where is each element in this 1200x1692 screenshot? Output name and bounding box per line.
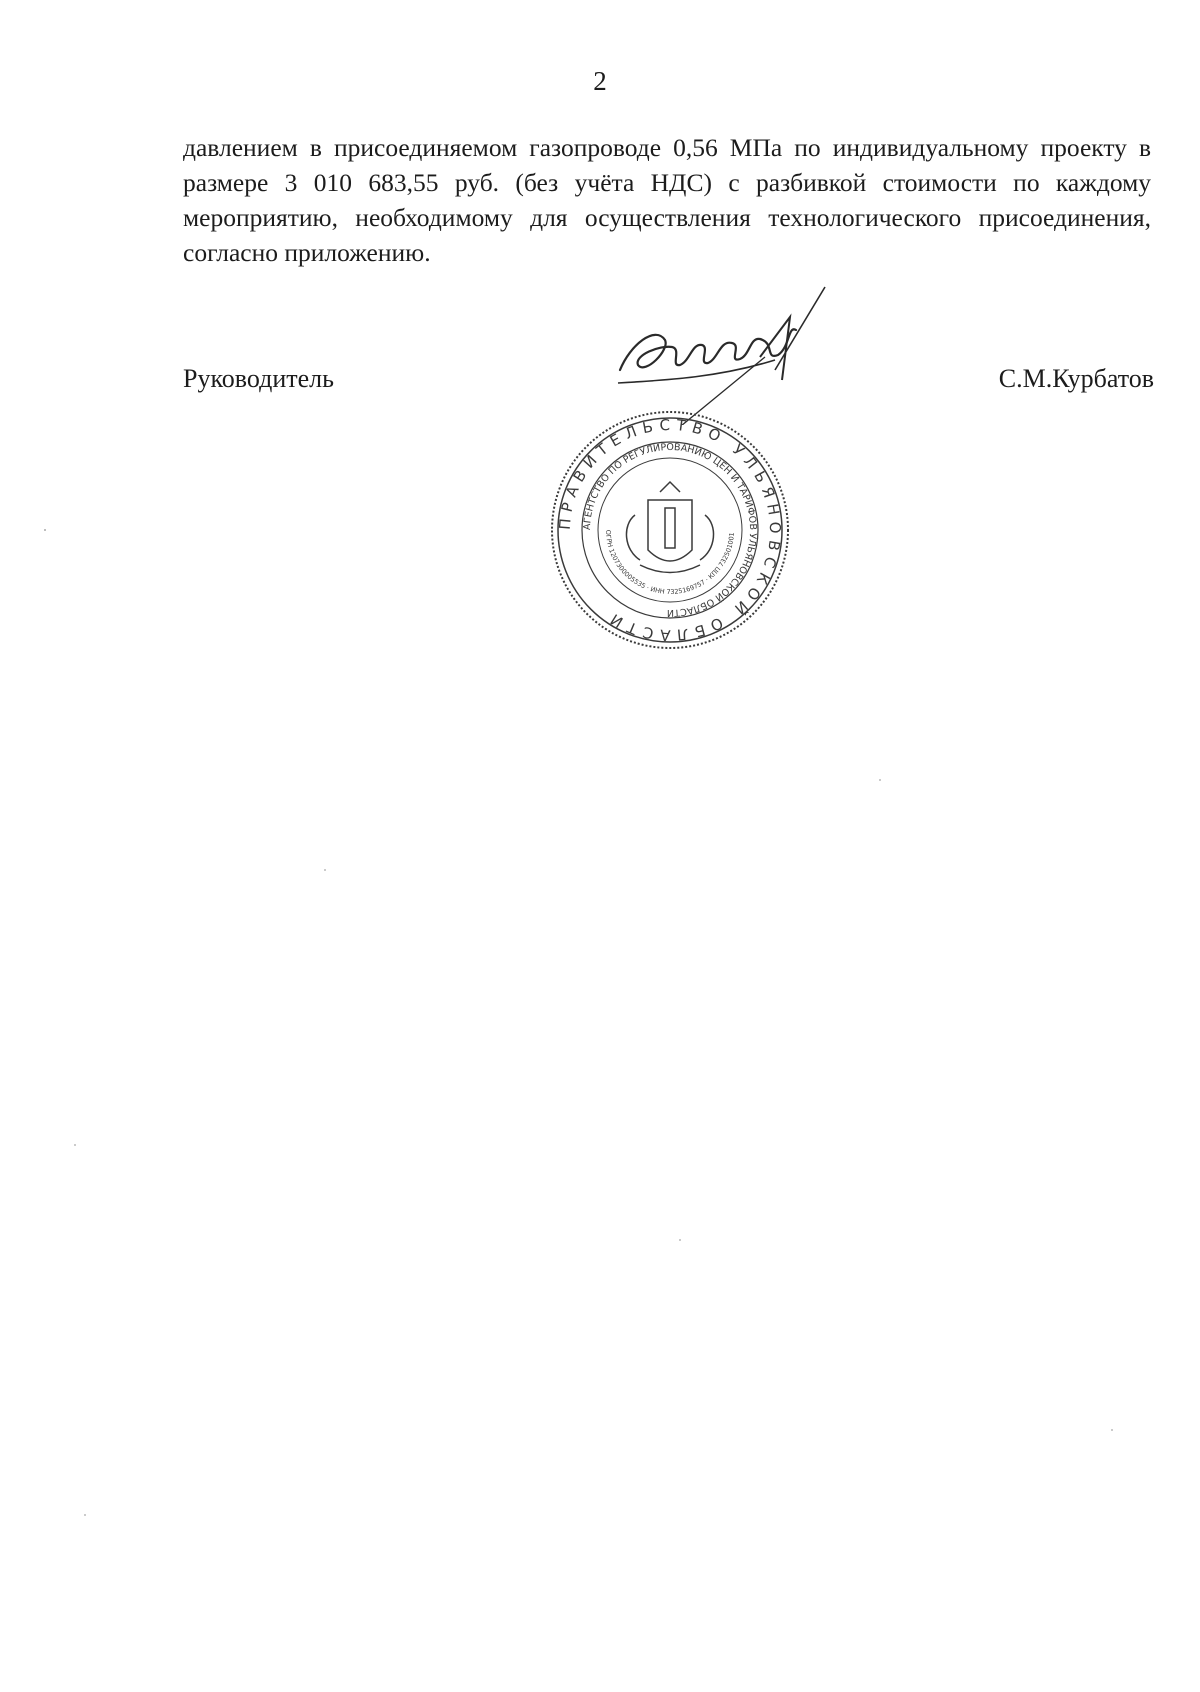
page-number: 2 — [593, 66, 607, 96]
signer-position: Руководитель — [183, 364, 334, 393]
coat-of-arms-icon — [626, 482, 713, 573]
signer-name: С.М.Курбатов — [998, 364, 1154, 393]
body-paragraph: давлением в присоединяемом газопроводе 0,56 МПа по индивидуальному проекту в размере 3 010 683,55 руб. (без учёта НДС) с разбивкой стоимости по каждому мероприятию, необходимому для осуществления технологического присоединения, согласно приложению. — [183, 133, 1151, 267]
seal-agency-text: АГЕНТСТВО ПО РЕГУЛИРОВАНИЮ ЦЕН И ТАРИФОВ УЛЬЯНОВСКОЙ ОБЛАСТИ — [581, 441, 759, 619]
svg-text:ОГРН 1207300005535 · ИНН 73251 — [604, 530, 736, 596]
official-seal — [540, 400, 800, 660]
seal-registry-text: ОГРН 1207300005535 · ИНН 7325169757 · КПП 732501001 — [603, 529, 736, 597]
seal-outer-text: ПРАВИТЕЛЬСТВО УЛЬЯНОВСКОЙ ОБЛАСТИ — [555, 415, 785, 645]
